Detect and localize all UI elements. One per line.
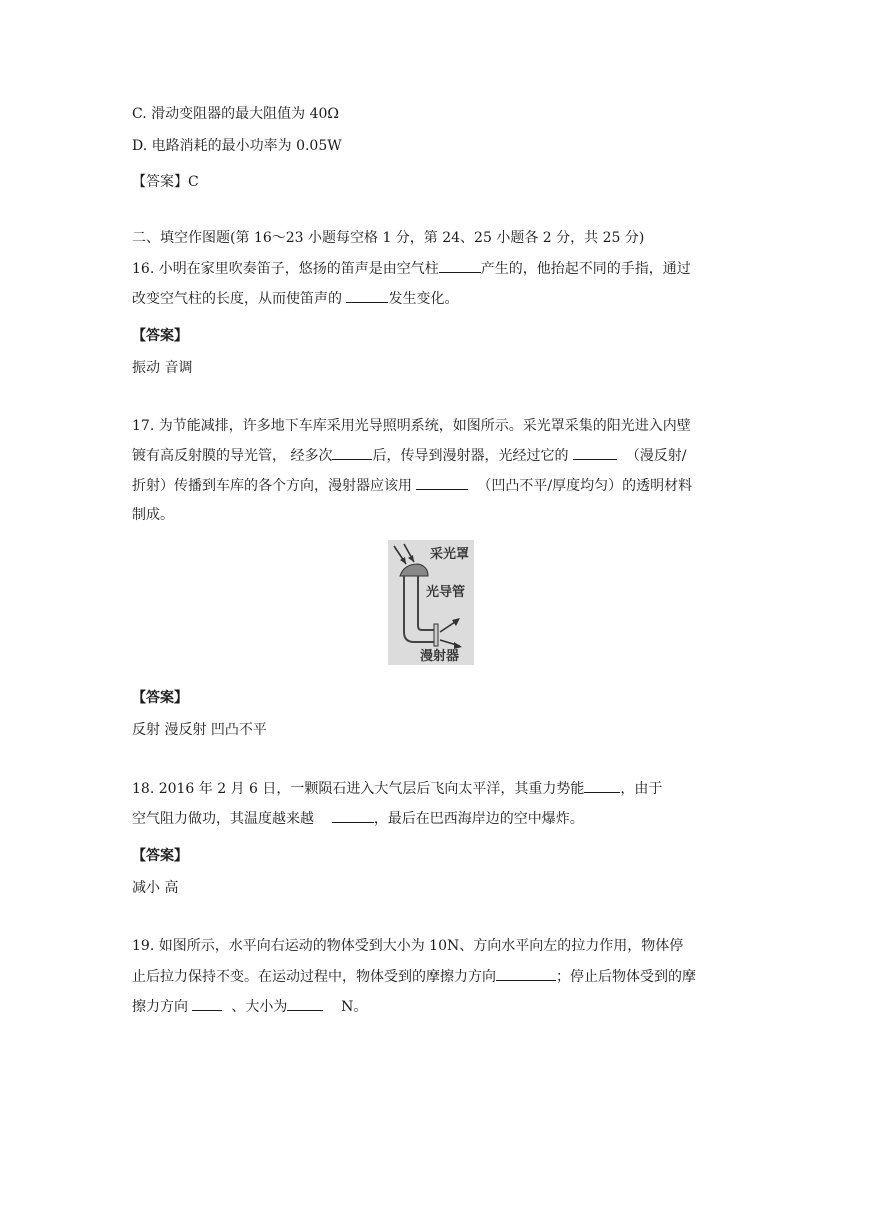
- q16-blank-1: [439, 258, 481, 273]
- q17-line4: 制成。: [132, 507, 174, 523]
- q17-text: 折射）传播到车库的各个方向，漫射器应该用: [132, 478, 412, 494]
- q17-answer: 反射 漫反射 凹凸不平: [132, 722, 267, 738]
- q17-line1: 17. 为节能减排，许多地下车库采用光导照明系统，如图所示。采光罩采集的阳光进入内壁: [132, 418, 691, 434]
- q18-answer-label: 【答案】: [132, 848, 188, 864]
- q19-blank-3: [287, 996, 323, 1011]
- q16-answer-label: 【答案】: [132, 328, 188, 344]
- option-c: C. 滑动变阻器的最大阻值为 40Ω: [132, 106, 339, 122]
- q17-blank-2: [573, 445, 617, 460]
- q16-line2: [132, 288, 458, 309]
- q16-blank-2: [346, 288, 388, 303]
- q18-text: ，最后在巴西海岸边的空中爆炸。: [373, 811, 584, 827]
- q16-text: 发生变化。: [388, 291, 459, 307]
- option-d: D. 电路消耗的最小功率为 0.05W: [132, 138, 342, 154]
- q19-line2: [132, 966, 696, 987]
- q19-text: 擦力方向: [132, 999, 188, 1015]
- q16-text: 产生的，他抬起不同的手指，通过: [480, 261, 691, 277]
- q17-answer-label: 【答案】: [132, 690, 188, 706]
- figure-label-tube: 光导管: [426, 585, 466, 600]
- q18-blank-1: [584, 778, 620, 793]
- q16-text: 改变空气柱的长度，从而使笛声的: [132, 291, 342, 307]
- q19-text: N。: [341, 999, 368, 1015]
- q18-line2: [132, 808, 584, 829]
- q19-text: ；停止后物体受到的摩: [556, 969, 696, 985]
- q16-answer: 振动 音调: [132, 360, 193, 376]
- q19-text: 、大小为: [231, 999, 288, 1015]
- q19-blank-1: [496, 966, 556, 981]
- q19-line1: 19. 如图所示，水平向右运动的物体受到大小为 10N、方向水平向左的拉力作用，物体停: [132, 938, 684, 954]
- q18-answer: 减小 高: [132, 880, 179, 896]
- q18-blank-2: [332, 808, 374, 823]
- q17-blank-1: [332, 445, 372, 460]
- q17-text: （凹凸不平/厚度均匀）的透明材料: [477, 478, 693, 494]
- q19-blank-2: [192, 996, 222, 1011]
- q17-line3: [132, 475, 692, 496]
- light-guide-diagram: [388, 540, 474, 665]
- q17-text: 后，传导到漫射器，光经过它的: [372, 448, 569, 464]
- light-guide-figure: [388, 540, 474, 665]
- q18-text: 18. 2016 年 2 月 6 日，一颗陨石进入大气层后飞向太平洋，其重力势能: [132, 781, 585, 797]
- figure-label-diffuser: 漫射器: [420, 649, 460, 664]
- q17-blank-3: [416, 475, 468, 490]
- q16-text: 16. 小明在家里吹奏笛子，悠扬的笛声是由空气柱: [132, 261, 439, 277]
- q19-text: 止后拉力保持不变。在运动过程中，物体受到的摩擦力方向: [132, 969, 496, 985]
- q17-line2: [132, 445, 687, 466]
- q18-line1: [132, 778, 662, 799]
- section-heading: 二、填空作图题(第 16～23 小题每空格 1 分，第 24、25 小题各 2 分，共 25 分): [132, 230, 645, 246]
- q19-line3: [132, 996, 367, 1017]
- figure-label-collector: 采光罩: [430, 547, 470, 562]
- q16-line1: [132, 258, 691, 279]
- q17-text: 镀有高反射膜的导光管， 经多次: [132, 448, 333, 464]
- answer-15: 【答案】C: [132, 174, 199, 190]
- q17-text: （漫反射/: [625, 448, 687, 464]
- q18-text: 空气阻力做功，其温度越来越: [132, 811, 314, 827]
- q18-text: ，由于: [620, 781, 663, 797]
